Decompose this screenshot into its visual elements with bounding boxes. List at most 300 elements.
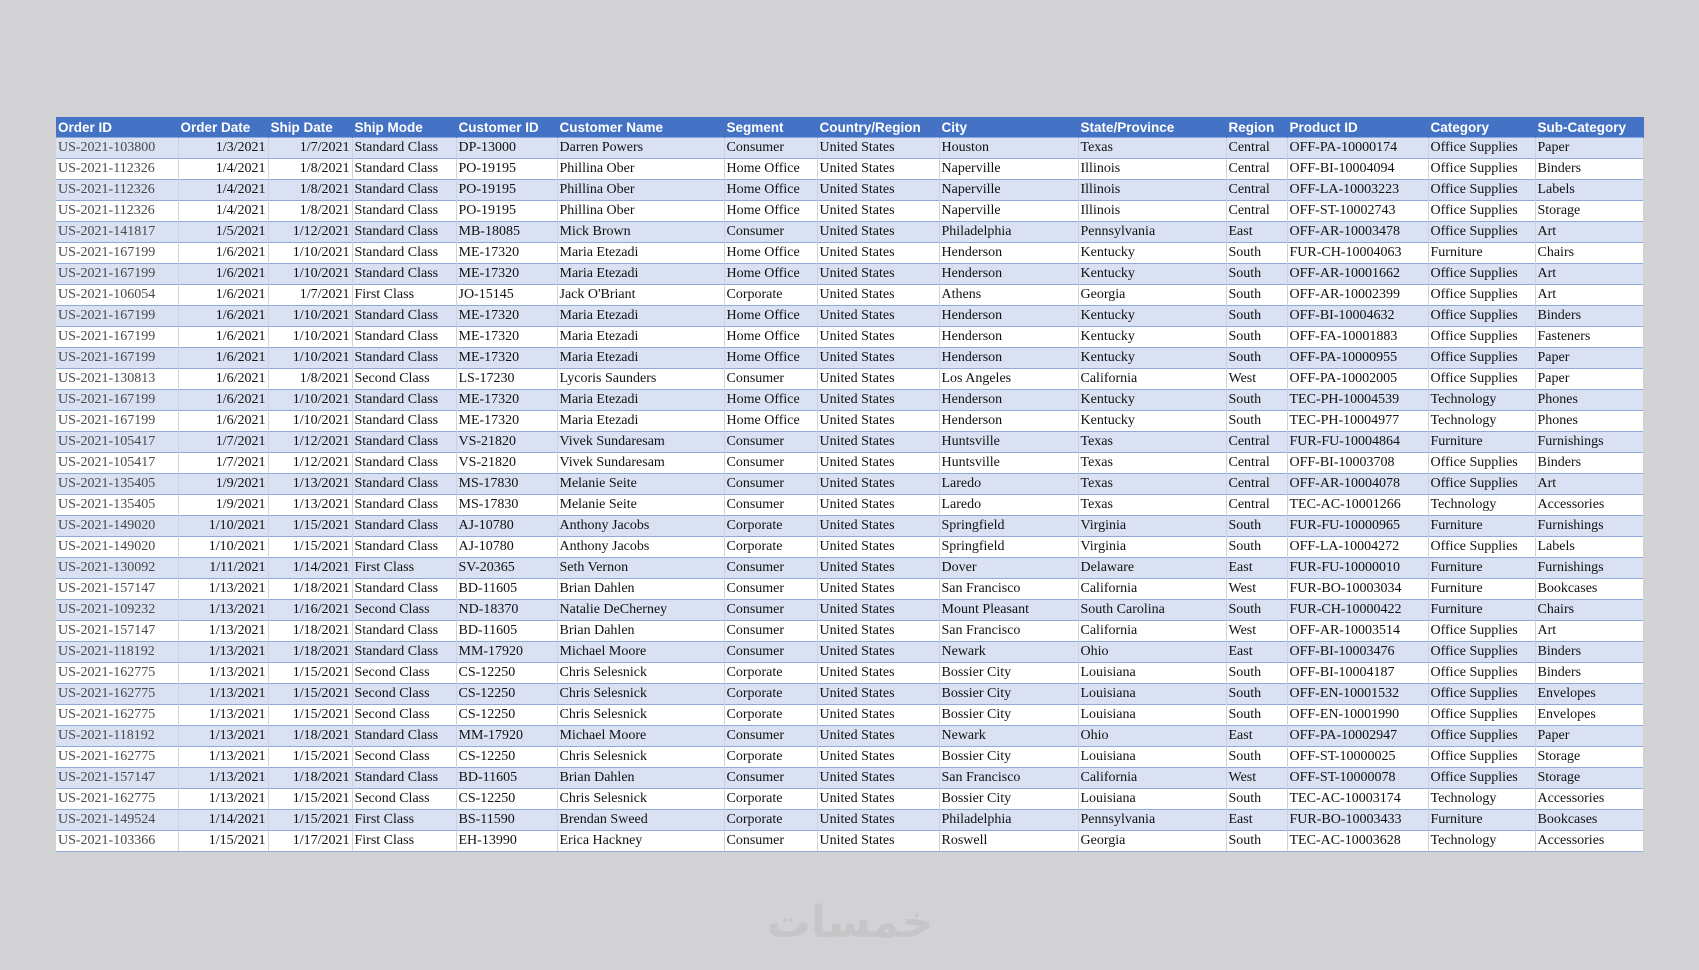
cell-ship-mode[interactable]: First Class: [352, 831, 456, 852]
cell-ship-mode[interactable]: First Class: [352, 558, 456, 579]
table-row[interactable]: [56, 663, 1643, 684]
cell-product-id[interactable]: OFF-EN-10001990: [1287, 705, 1428, 726]
cell-order-date[interactable]: 1/6/2021: [178, 369, 268, 390]
cell-order-date[interactable]: 1/13/2021: [178, 747, 268, 768]
cell-customer-id[interactable]: CS-12250: [456, 705, 557, 726]
cell-customer-name[interactable]: Maria Etezadi: [557, 411, 724, 432]
cell-state-province[interactable]: Delaware: [1078, 558, 1226, 579]
cell-city[interactable]: Henderson: [939, 390, 1078, 411]
cell-region[interactable]: Central: [1226, 159, 1287, 180]
cell-segment[interactable]: Corporate: [724, 684, 817, 705]
cell-category[interactable]: Office Supplies: [1428, 642, 1535, 663]
column-header-sub-category[interactable]: Sub-Category: [1535, 117, 1643, 138]
cell-customer-name[interactable]: Jack O'Briant: [557, 285, 724, 306]
cell-sub-category[interactable]: Phones: [1535, 411, 1643, 432]
cell-state-province[interactable]: Illinois: [1078, 180, 1226, 201]
cell-order-date[interactable]: 1/15/2021: [178, 831, 268, 852]
cell-ship-date[interactable]: 1/10/2021: [268, 243, 352, 264]
cell-region[interactable]: South: [1226, 831, 1287, 852]
cell-order-id[interactable]: US-2021-157147: [56, 579, 178, 600]
cell-state-province[interactable]: Texas: [1078, 432, 1226, 453]
cell-category[interactable]: Office Supplies: [1428, 327, 1535, 348]
cell-order-date[interactable]: 1/5/2021: [178, 222, 268, 243]
table-row[interactable]: [56, 579, 1643, 600]
cell-customer-name[interactable]: Maria Etezadi: [557, 348, 724, 369]
cell-ship-mode[interactable]: Second Class: [352, 600, 456, 621]
cell-segment[interactable]: Home Office: [724, 327, 817, 348]
cell-country-region[interactable]: United States: [817, 453, 939, 474]
cell-customer-name[interactable]: Maria Etezadi: [557, 306, 724, 327]
cell-city[interactable]: Bossier City: [939, 789, 1078, 810]
cell-sub-category[interactable]: Envelopes: [1535, 705, 1643, 726]
cell-ship-date[interactable]: 1/18/2021: [268, 726, 352, 747]
cell-ship-date[interactable]: 1/15/2021: [268, 789, 352, 810]
cell-state-province[interactable]: Texas: [1078, 138, 1226, 159]
cell-ship-mode[interactable]: Standard Class: [352, 537, 456, 558]
cell-ship-date[interactable]: 1/18/2021: [268, 768, 352, 789]
table-row[interactable]: [56, 474, 1643, 495]
cell-order-id[interactable]: US-2021-157147: [56, 768, 178, 789]
cell-sub-category[interactable]: Paper: [1535, 348, 1643, 369]
cell-customer-name[interactable]: Brian Dahlen: [557, 621, 724, 642]
cell-sub-category[interactable]: Labels: [1535, 537, 1643, 558]
cell-country-region[interactable]: United States: [817, 180, 939, 201]
cell-country-region[interactable]: United States: [817, 810, 939, 831]
cell-region[interactable]: South: [1226, 390, 1287, 411]
cell-sub-category[interactable]: Furnishings: [1535, 516, 1643, 537]
cell-segment[interactable]: Consumer: [724, 369, 817, 390]
column-header-country-region[interactable]: Country/Region: [817, 117, 939, 138]
cell-customer-name[interactable]: Phillina Ober: [557, 180, 724, 201]
cell-city[interactable]: Laredo: [939, 474, 1078, 495]
cell-product-id[interactable]: OFF-AR-10001662: [1287, 264, 1428, 285]
cell-ship-mode[interactable]: First Class: [352, 810, 456, 831]
cell-sub-category[interactable]: Paper: [1535, 726, 1643, 747]
cell-product-id[interactable]: FUR-FU-10000965: [1287, 516, 1428, 537]
cell-state-province[interactable]: Illinois: [1078, 201, 1226, 222]
table-row[interactable]: [56, 642, 1643, 663]
cell-customer-id[interactable]: PO-19195: [456, 180, 557, 201]
cell-country-region[interactable]: United States: [817, 348, 939, 369]
cell-region[interactable]: Central: [1226, 201, 1287, 222]
cell-segment[interactable]: Corporate: [724, 285, 817, 306]
cell-product-id[interactable]: OFF-LA-10003223: [1287, 180, 1428, 201]
cell-order-id[interactable]: US-2021-105417: [56, 432, 178, 453]
cell-category[interactable]: Furniture: [1428, 558, 1535, 579]
cell-product-id[interactable]: OFF-BI-10003708: [1287, 453, 1428, 474]
cell-product-id[interactable]: OFF-AR-10002399: [1287, 285, 1428, 306]
cell-category[interactable]: Office Supplies: [1428, 768, 1535, 789]
cell-country-region[interactable]: United States: [817, 705, 939, 726]
cell-order-id[interactable]: US-2021-135405: [56, 474, 178, 495]
cell-category[interactable]: Office Supplies: [1428, 285, 1535, 306]
cell-country-region[interactable]: United States: [817, 516, 939, 537]
cell-city[interactable]: Philadelphia: [939, 222, 1078, 243]
cell-customer-id[interactable]: SV-20365: [456, 558, 557, 579]
cell-order-id[interactable]: US-2021-167199: [56, 411, 178, 432]
table-row[interactable]: [56, 516, 1643, 537]
cell-customer-name[interactable]: Anthony Jacobs: [557, 537, 724, 558]
cell-region[interactable]: South: [1226, 348, 1287, 369]
cell-product-id[interactable]: OFF-BI-10004187: [1287, 663, 1428, 684]
cell-order-date[interactable]: 1/7/2021: [178, 432, 268, 453]
cell-customer-name[interactable]: Maria Etezadi: [557, 390, 724, 411]
cell-segment[interactable]: Consumer: [724, 222, 817, 243]
cell-state-province[interactable]: Louisiana: [1078, 789, 1226, 810]
cell-state-province[interactable]: California: [1078, 768, 1226, 789]
cell-ship-date[interactable]: 1/7/2021: [268, 285, 352, 306]
cell-city[interactable]: Henderson: [939, 348, 1078, 369]
cell-product-id[interactable]: OFF-ST-10000025: [1287, 747, 1428, 768]
cell-sub-category[interactable]: Furnishings: [1535, 558, 1643, 579]
cell-customer-name[interactable]: Chris Selesnick: [557, 789, 724, 810]
cell-category[interactable]: Office Supplies: [1428, 705, 1535, 726]
cell-category[interactable]: Office Supplies: [1428, 306, 1535, 327]
cell-ship-date[interactable]: 1/16/2021: [268, 600, 352, 621]
cell-region[interactable]: South: [1226, 705, 1287, 726]
cell-city[interactable]: Henderson: [939, 264, 1078, 285]
cell-country-region[interactable]: United States: [817, 558, 939, 579]
cell-country-region[interactable]: United States: [817, 411, 939, 432]
table-row[interactable]: [56, 348, 1643, 369]
cell-ship-mode[interactable]: First Class: [352, 285, 456, 306]
cell-customer-id[interactable]: ME-17320: [456, 411, 557, 432]
cell-ship-date[interactable]: 1/12/2021: [268, 222, 352, 243]
cell-product-id[interactable]: OFF-LA-10004272: [1287, 537, 1428, 558]
cell-customer-id[interactable]: JO-15145: [456, 285, 557, 306]
cell-region[interactable]: South: [1226, 285, 1287, 306]
cell-product-id[interactable]: OFF-PA-10002947: [1287, 726, 1428, 747]
cell-order-date[interactable]: 1/13/2021: [178, 705, 268, 726]
cell-ship-date[interactable]: 1/15/2021: [268, 684, 352, 705]
cell-segment[interactable]: Corporate: [724, 663, 817, 684]
column-header-city[interactable]: City: [939, 117, 1078, 138]
cell-customer-id[interactable]: ME-17320: [456, 327, 557, 348]
cell-state-province[interactable]: California: [1078, 579, 1226, 600]
cell-customer-id[interactable]: AJ-10780: [456, 537, 557, 558]
cell-product-id[interactable]: FUR-BO-10003433: [1287, 810, 1428, 831]
cell-customer-name[interactable]: Melanie Seite: [557, 495, 724, 516]
cell-region[interactable]: West: [1226, 621, 1287, 642]
cell-city[interactable]: Athens: [939, 285, 1078, 306]
cell-product-id[interactable]: OFF-BI-10004094: [1287, 159, 1428, 180]
cell-segment[interactable]: Consumer: [724, 768, 817, 789]
cell-category[interactable]: Office Supplies: [1428, 537, 1535, 558]
table-row[interactable]: [56, 390, 1643, 411]
cell-sub-category[interactable]: Bookcases: [1535, 810, 1643, 831]
cell-order-id[interactable]: US-2021-162775: [56, 663, 178, 684]
cell-segment[interactable]: Corporate: [724, 705, 817, 726]
cell-ship-mode[interactable]: Standard Class: [352, 390, 456, 411]
cell-country-region[interactable]: United States: [817, 369, 939, 390]
cell-order-id[interactable]: US-2021-167199: [56, 264, 178, 285]
cell-order-id[interactable]: US-2021-149020: [56, 516, 178, 537]
cell-country-region[interactable]: United States: [817, 327, 939, 348]
cell-city[interactable]: Laredo: [939, 495, 1078, 516]
table-row[interactable]: [56, 306, 1643, 327]
cell-order-date[interactable]: 1/4/2021: [178, 201, 268, 222]
cell-ship-date[interactable]: 1/18/2021: [268, 642, 352, 663]
cell-ship-date[interactable]: 1/10/2021: [268, 390, 352, 411]
cell-region[interactable]: Central: [1226, 432, 1287, 453]
cell-state-province[interactable]: California: [1078, 369, 1226, 390]
cell-ship-date[interactable]: 1/8/2021: [268, 159, 352, 180]
cell-city[interactable]: Huntsville: [939, 453, 1078, 474]
table-row[interactable]: [56, 264, 1643, 285]
cell-customer-id[interactable]: MS-17830: [456, 474, 557, 495]
cell-ship-date[interactable]: 1/10/2021: [268, 306, 352, 327]
cell-ship-date[interactable]: 1/15/2021: [268, 810, 352, 831]
cell-region[interactable]: East: [1226, 642, 1287, 663]
cell-ship-date[interactable]: 1/13/2021: [268, 495, 352, 516]
cell-segment[interactable]: Corporate: [724, 516, 817, 537]
cell-category[interactable]: Office Supplies: [1428, 726, 1535, 747]
cell-customer-id[interactable]: CS-12250: [456, 747, 557, 768]
cell-product-id[interactable]: OFF-PA-10000174: [1287, 138, 1428, 159]
cell-customer-id[interactable]: BD-11605: [456, 768, 557, 789]
cell-country-region[interactable]: United States: [817, 222, 939, 243]
cell-category[interactable]: Furniture: [1428, 243, 1535, 264]
cell-ship-mode[interactable]: Standard Class: [352, 621, 456, 642]
cell-city[interactable]: San Francisco: [939, 579, 1078, 600]
cell-ship-mode[interactable]: Standard Class: [352, 495, 456, 516]
cell-product-id[interactable]: OFF-PA-10000955: [1287, 348, 1428, 369]
cell-ship-date[interactable]: 1/14/2021: [268, 558, 352, 579]
table-row[interactable]: [56, 201, 1643, 222]
cell-product-id[interactable]: OFF-BI-10004632: [1287, 306, 1428, 327]
cell-ship-mode[interactable]: Standard Class: [352, 222, 456, 243]
cell-product-id[interactable]: TEC-PH-10004977: [1287, 411, 1428, 432]
cell-city[interactable]: Mount Pleasant: [939, 600, 1078, 621]
cell-segment[interactable]: Corporate: [724, 810, 817, 831]
cell-state-province[interactable]: Louisiana: [1078, 684, 1226, 705]
cell-region[interactable]: South: [1226, 327, 1287, 348]
cell-customer-id[interactable]: MM-17920: [456, 726, 557, 747]
cell-product-id[interactable]: FUR-FU-10000010: [1287, 558, 1428, 579]
cell-customer-id[interactable]: CS-12250: [456, 789, 557, 810]
cell-state-province[interactable]: Louisiana: [1078, 663, 1226, 684]
cell-category[interactable]: Office Supplies: [1428, 138, 1535, 159]
column-header-order-id[interactable]: Order ID: [56, 117, 178, 138]
cell-region[interactable]: South: [1226, 264, 1287, 285]
cell-customer-name[interactable]: Chris Selesnick: [557, 747, 724, 768]
cell-state-province[interactable]: Kentucky: [1078, 327, 1226, 348]
cell-order-date[interactable]: 1/13/2021: [178, 768, 268, 789]
cell-sub-category[interactable]: Phones: [1535, 390, 1643, 411]
cell-order-id[interactable]: US-2021-112326: [56, 159, 178, 180]
cell-customer-id[interactable]: MB-18085: [456, 222, 557, 243]
cell-order-date[interactable]: 1/13/2021: [178, 621, 268, 642]
cell-segment[interactable]: Consumer: [724, 453, 817, 474]
table-row[interactable]: [56, 453, 1643, 474]
cell-ship-date[interactable]: 1/10/2021: [268, 327, 352, 348]
cell-order-id[interactable]: US-2021-162775: [56, 684, 178, 705]
cell-order-id[interactable]: US-2021-130092: [56, 558, 178, 579]
column-header-customer-id[interactable]: Customer ID: [456, 117, 557, 138]
cell-ship-mode[interactable]: Standard Class: [352, 243, 456, 264]
table-row[interactable]: [56, 138, 1643, 159]
cell-state-province[interactable]: Georgia: [1078, 285, 1226, 306]
cell-order-date[interactable]: 1/6/2021: [178, 243, 268, 264]
cell-order-id[interactable]: US-2021-149524: [56, 810, 178, 831]
cell-segment[interactable]: Home Office: [724, 180, 817, 201]
cell-city[interactable]: Bossier City: [939, 684, 1078, 705]
table-row[interactable]: [56, 831, 1643, 852]
cell-order-id[interactable]: US-2021-167199: [56, 243, 178, 264]
cell-segment[interactable]: Corporate: [724, 789, 817, 810]
cell-customer-name[interactable]: Phillina Ober: [557, 201, 724, 222]
cell-order-date[interactable]: 1/13/2021: [178, 663, 268, 684]
cell-ship-mode[interactable]: Second Class: [352, 789, 456, 810]
cell-order-date[interactable]: 1/9/2021: [178, 495, 268, 516]
cell-sub-category[interactable]: Chairs: [1535, 600, 1643, 621]
cell-product-id[interactable]: OFF-FA-10001883: [1287, 327, 1428, 348]
table-row[interactable]: [56, 705, 1643, 726]
cell-order-date[interactable]: 1/9/2021: [178, 474, 268, 495]
cell-order-id[interactable]: US-2021-118192: [56, 642, 178, 663]
cell-order-id[interactable]: US-2021-103366: [56, 831, 178, 852]
column-header-order-date[interactable]: Order Date: [178, 117, 268, 138]
cell-customer-id[interactable]: BS-11590: [456, 810, 557, 831]
cell-ship-mode[interactable]: Standard Class: [352, 432, 456, 453]
cell-city[interactable]: Philadelphia: [939, 810, 1078, 831]
cell-segment[interactable]: Home Office: [724, 159, 817, 180]
cell-ship-date[interactable]: 1/13/2021: [268, 474, 352, 495]
cell-order-id[interactable]: US-2021-105417: [56, 453, 178, 474]
cell-sub-category[interactable]: Binders: [1535, 453, 1643, 474]
cell-city[interactable]: San Francisco: [939, 621, 1078, 642]
cell-order-date[interactable]: 1/13/2021: [178, 600, 268, 621]
cell-region[interactable]: West: [1226, 768, 1287, 789]
table-row[interactable]: [56, 558, 1643, 579]
cell-order-date[interactable]: 1/13/2021: [178, 789, 268, 810]
cell-segment[interactable]: Home Office: [724, 348, 817, 369]
cell-customer-name[interactable]: Lycoris Saunders: [557, 369, 724, 390]
cell-sub-category[interactable]: Bookcases: [1535, 579, 1643, 600]
cell-ship-mode[interactable]: Standard Class: [352, 579, 456, 600]
cell-order-id[interactable]: US-2021-130813: [56, 369, 178, 390]
cell-ship-date[interactable]: 1/8/2021: [268, 201, 352, 222]
table-row[interactable]: [56, 327, 1643, 348]
column-header-segment[interactable]: Segment: [724, 117, 817, 138]
cell-country-region[interactable]: United States: [817, 789, 939, 810]
cell-order-id[interactable]: US-2021-167199: [56, 306, 178, 327]
cell-ship-mode[interactable]: Standard Class: [352, 348, 456, 369]
cell-state-province[interactable]: Kentucky: [1078, 390, 1226, 411]
cell-city[interactable]: Henderson: [939, 411, 1078, 432]
cell-ship-mode[interactable]: Second Class: [352, 747, 456, 768]
column-header-product-id[interactable]: Product ID: [1287, 117, 1428, 138]
cell-city[interactable]: Henderson: [939, 243, 1078, 264]
cell-category[interactable]: Office Supplies: [1428, 747, 1535, 768]
cell-state-province[interactable]: Kentucky: [1078, 306, 1226, 327]
cell-segment[interactable]: Consumer: [724, 600, 817, 621]
table-row[interactable]: [56, 600, 1643, 621]
cell-customer-name[interactable]: Natalie DeCherney: [557, 600, 724, 621]
cell-customer-id[interactable]: ND-18370: [456, 600, 557, 621]
cell-customer-id[interactable]: MM-17920: [456, 642, 557, 663]
cell-customer-id[interactable]: CS-12250: [456, 684, 557, 705]
cell-order-id[interactable]: US-2021-167199: [56, 327, 178, 348]
cell-ship-mode[interactable]: Standard Class: [352, 726, 456, 747]
cell-country-region[interactable]: United States: [817, 831, 939, 852]
cell-customer-id[interactable]: ME-17320: [456, 306, 557, 327]
cell-ship-mode[interactable]: Standard Class: [352, 516, 456, 537]
cell-ship-mode[interactable]: Standard Class: [352, 474, 456, 495]
cell-ship-mode[interactable]: Standard Class: [352, 138, 456, 159]
cell-customer-id[interactable]: DP-13000: [456, 138, 557, 159]
cell-state-province[interactable]: Texas: [1078, 495, 1226, 516]
cell-region[interactable]: South: [1226, 306, 1287, 327]
cell-ship-date[interactable]: 1/12/2021: [268, 432, 352, 453]
cell-ship-date[interactable]: 1/15/2021: [268, 747, 352, 768]
cell-city[interactable]: Bossier City: [939, 747, 1078, 768]
cell-segment[interactable]: Home Office: [724, 411, 817, 432]
cell-ship-mode[interactable]: Second Class: [352, 684, 456, 705]
cell-region[interactable]: East: [1226, 558, 1287, 579]
cell-country-region[interactable]: United States: [817, 621, 939, 642]
cell-product-id[interactable]: TEC-AC-10003174: [1287, 789, 1428, 810]
cell-ship-mode[interactable]: Standard Class: [352, 180, 456, 201]
cell-region[interactable]: South: [1226, 747, 1287, 768]
cell-ship-date[interactable]: 1/8/2021: [268, 369, 352, 390]
cell-order-date[interactable]: 1/10/2021: [178, 537, 268, 558]
cell-segment[interactable]: Consumer: [724, 558, 817, 579]
cell-region[interactable]: West: [1226, 579, 1287, 600]
cell-order-id[interactable]: US-2021-149020: [56, 537, 178, 558]
cell-order-id[interactable]: US-2021-118192: [56, 726, 178, 747]
column-header-customer-name[interactable]: Customer Name: [557, 117, 724, 138]
cell-sub-category[interactable]: Labels: [1535, 180, 1643, 201]
cell-city[interactable]: Naperville: [939, 201, 1078, 222]
cell-customer-id[interactable]: BD-11605: [456, 621, 557, 642]
cell-sub-category[interactable]: Binders: [1535, 642, 1643, 663]
cell-order-id[interactable]: US-2021-157147: [56, 621, 178, 642]
column-header-ship-date[interactable]: Ship Date: [268, 117, 352, 138]
cell-ship-mode[interactable]: Standard Class: [352, 453, 456, 474]
cell-city[interactable]: Newark: [939, 642, 1078, 663]
table-row[interactable]: [56, 789, 1643, 810]
cell-ship-date[interactable]: 1/17/2021: [268, 831, 352, 852]
cell-sub-category[interactable]: Envelopes: [1535, 684, 1643, 705]
cell-category[interactable]: Furniture: [1428, 579, 1535, 600]
cell-country-region[interactable]: United States: [817, 579, 939, 600]
cell-customer-name[interactable]: Michael Moore: [557, 642, 724, 663]
cell-segment[interactable]: Corporate: [724, 747, 817, 768]
table-row[interactable]: [56, 369, 1643, 390]
table-row[interactable]: [56, 726, 1643, 747]
cell-city[interactable]: San Francisco: [939, 768, 1078, 789]
cell-segment[interactable]: Home Office: [724, 264, 817, 285]
cell-category[interactable]: Office Supplies: [1428, 159, 1535, 180]
cell-category[interactable]: Furniture: [1428, 516, 1535, 537]
cell-order-date[interactable]: 1/13/2021: [178, 726, 268, 747]
cell-city[interactable]: Naperville: [939, 159, 1078, 180]
cell-state-province[interactable]: Louisiana: [1078, 705, 1226, 726]
cell-product-id[interactable]: FUR-CH-10000422: [1287, 600, 1428, 621]
cell-country-region[interactable]: United States: [817, 495, 939, 516]
cell-country-region[interactable]: United States: [817, 474, 939, 495]
cell-segment[interactable]: Home Office: [724, 243, 817, 264]
cell-city[interactable]: Naperville: [939, 180, 1078, 201]
cell-ship-date[interactable]: 1/8/2021: [268, 180, 352, 201]
cell-region[interactable]: East: [1226, 810, 1287, 831]
cell-customer-name[interactable]: Erica Hackney: [557, 831, 724, 852]
cell-segment[interactable]: Home Office: [724, 306, 817, 327]
cell-ship-date[interactable]: 1/10/2021: [268, 348, 352, 369]
column-header-state-province[interactable]: State/Province: [1078, 117, 1226, 138]
cell-order-id[interactable]: US-2021-109232: [56, 600, 178, 621]
